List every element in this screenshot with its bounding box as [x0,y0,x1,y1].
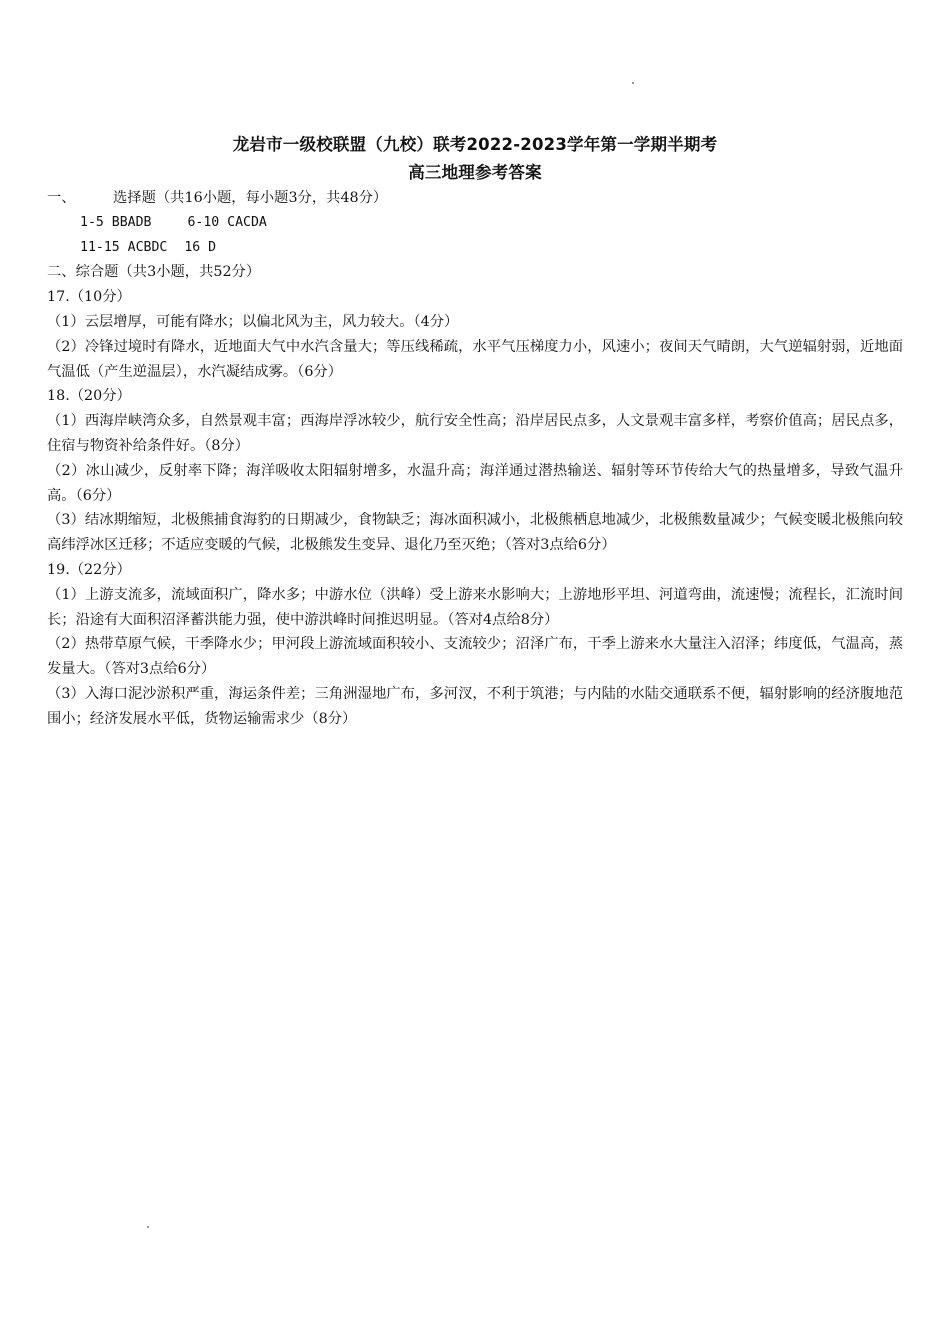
q17-heading: 17.（10分） [47,289,131,306]
q19-heading: 19.（22分） [47,561,131,578]
q18-answer-2: （2）冰山减少，反射率下降；海洋吸收太阳辐射增多，水温升高；海洋通过潜热输送、辐射等环节传给大气的热量增多，导致气温升高。（6分） [47,462,903,504]
section1-title: 选择题（共16小题，每小题3分，共48分） [113,190,388,206]
scan-speck [632,82,634,84]
answer-content [47,186,903,732]
document-title: 龙岩市一级校联盟（九校）联考2022-2023学年第一学期半期考 [232,135,718,154]
q18-answer-1: （1）西海岸峡湾众多，自然景观丰富；西海岸浮冰较少，航行安全性高；沿岸居民点多，人文景观丰富多样，考察价值高；居民点多，住宿与物资补给条件好。（8分） [47,413,903,454]
section2-heading: 二、综合题（共3小题，共52分） [47,264,261,281]
mc-answers-row [47,236,903,261]
q19-answer-3: （3）入海口泥沙淤积严重，海运条件差；三角洲湿地广布，多河汊，不利于筑港；与内陆的水陆交通联系不便，辐射影响的经济腹地范围小；经济发展水平低，货物运输需求少（8分） [47,685,903,727]
scan-speck [147,1226,149,1228]
q19-answer-1: （1）上游支流多，流域面积广，降水多；中游水位（洪峰）受上游来水影响大；上游地形平坦、河道弯曲，流速慢；流程长，汇流时间长；沿途有大面积沼泽蓄洪能力强，使中游洪峰时间推迟明显。（答对4点给8分） [47,586,903,628]
mc-answers-16: 16 D [184,239,217,255]
q18-answer-3: （3）结冰期缩短，北极熊捕食海豹的日期减少，食物缺乏；海冰面积减小，北极熊栖息地减少，北极熊数量减少；气候变暖北极熊向较高纬浮冰区迁移；不适应变暖的气候，北极熊发生变异、退化乃至灭绝；（答对3点给6分） [47,512,903,554]
mc-answers-6-10: 6-10 CACDA [187,214,267,230]
q17-answer-2: （2）冷锋过境时有降水，近地面大气中水汽含量大；等压线稀疏，水平气压梯度力小，风速小；夜间天气晴朗，大气逆辐射弱，近地面气温低（产生逆温层），水汽凝结成雾。（6分） [47,338,903,380]
document-subtitle: 高三地理参考答案 [408,163,542,182]
section1-heading [47,186,903,211]
mc-answers-1-5: 1-5 BBADB [80,214,152,230]
section1-number: 一、 [47,190,76,206]
q17-answer-1: （1）云层增厚，可能有降水；以偏北风为主，风力较大。（4分） [47,313,459,330]
q19-answer-2: （2）热带草原气候，干季降水少；甲河段上游流域面积较小、支流较少；沼泽广布，干季上游来水大量注入沼泽；纬度低，气温高，蒸发量大。（答对3点给6分） [47,636,903,678]
mc-answers-row [47,211,903,236]
q18-heading: 18.（20分） [47,388,131,405]
mc-answers-11-15: 11-15 ACBDC [80,239,168,255]
